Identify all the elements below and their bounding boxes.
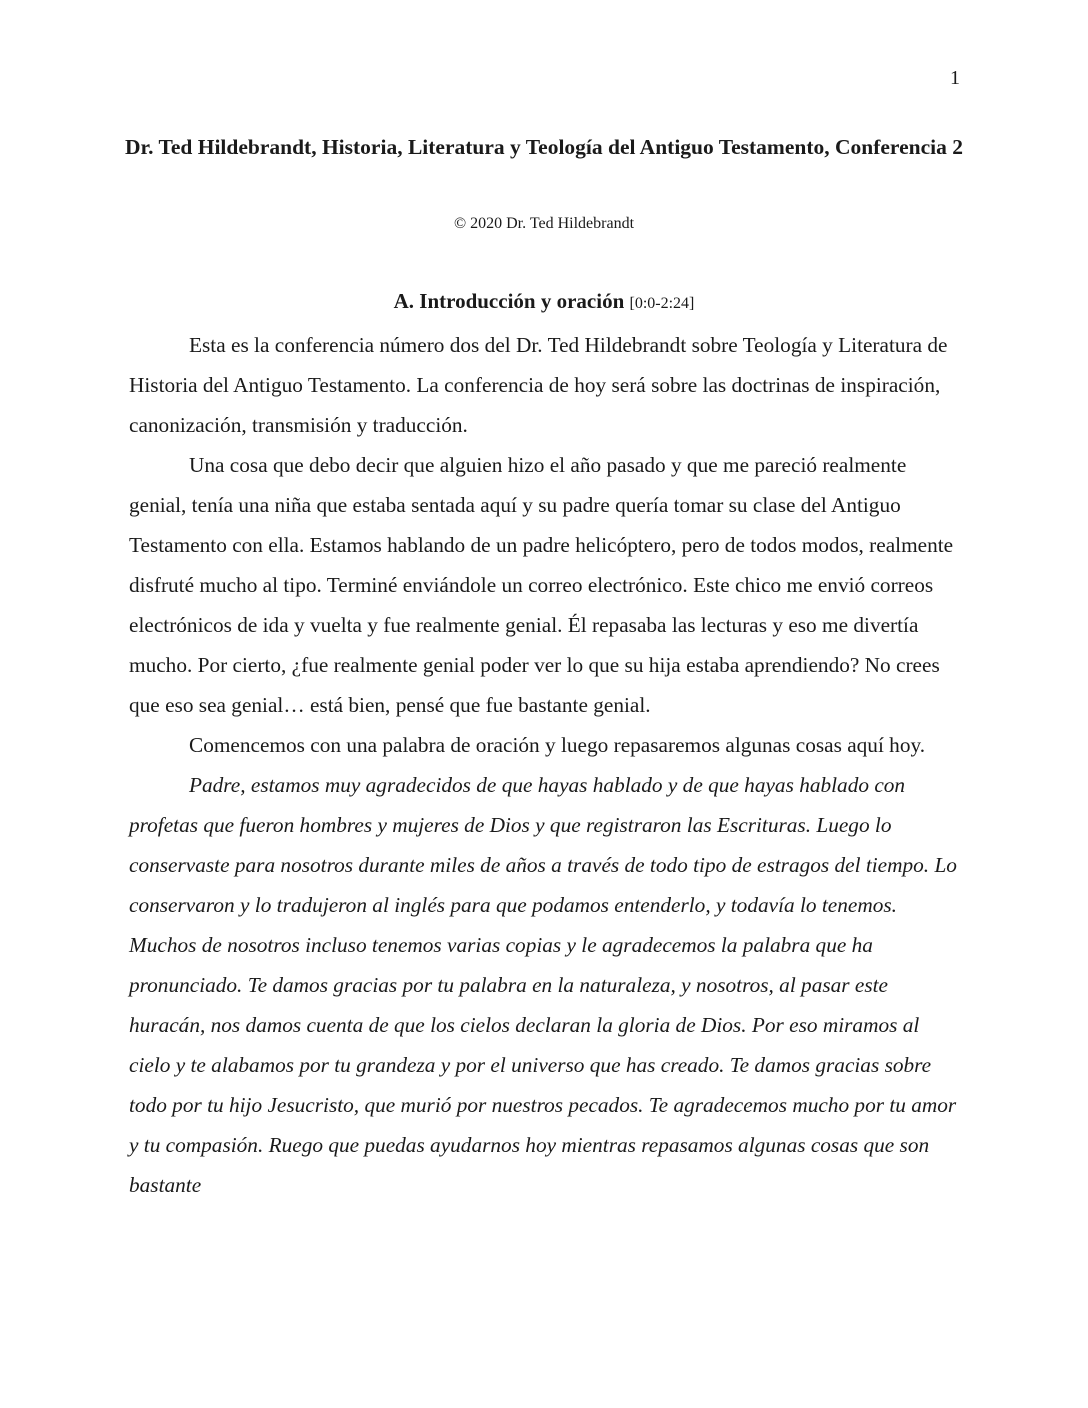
section-timestamp: [0:0-2:24] <box>629 295 695 312</box>
paragraph-intro: Esta es la conferencia número dos del Dr. Ted Hildebrandt sobre Teología y Literatura de Historia del Antiguo Testamento. La conferencia de hoy será sobre las doctrinas de inspiración, canonización, transmisión y traducción. <box>129 333 948 437</box>
paragraph-anecdote: Una cosa que debo decir que alguien hizo el año pasado y que me pareció realmente genial, tenía una niña que estaba sentada aquí y su padre quería tomar su clase del Antiguo Testamento con ella. Estamos hablando de un padre helicóptero, pero de todos modos, realmente disfruté mucho al tipo. Terminé enviándole un correo electrónico. Este chico me envió correos electrónicos de ida y vuelta y fue realmente genial. Él repasaba las lecturas y eso me divertía mucho. Por cierto, ¿fue realmente genial poder ver lo que su hija estaba aprendiendo? No crees que eso sea genial… está bien, pensé que fue bastante genial. <box>129 453 954 717</box>
page-number: 1 <box>950 67 960 89</box>
copyright-notice: © 2020 Dr. Ted Hildebrandt <box>453 215 635 232</box>
body-text <box>129 325 959 1205</box>
document-title: Dr. Ted Hildebrandt, Historia, Literatura y Teología del Antiguo Testamento, Conferencia 2 <box>125 135 963 159</box>
paragraph-prayer-intro: Comencemos con una palabra de oración y luego repasaremos algunas cosas aquí hoy. <box>189 733 926 757</box>
section-heading <box>100 288 988 317</box>
paragraph-prayer: Padre, estamos muy agradecidos de que hayas hablado y de que hayas hablado con profetas que fueron hombres y mujeres de Dios y que registraron las Escrituras. Luego lo conservaste para nosotros durante miles de años a través de todo tipo de estragos del tiempo. Lo conservaron y lo tradujeron al inglés para que podamos entenderlo, y todavía lo tenemos. Muchos de nosotros incluso tenemos varias copias y le agradecemos la palabra que ha pronunciado. Te damos gracias por tu palabra en la naturaleza, y nosotros, al pasar este huracán, nos damos cuenta de que los cielos declaran la gloria de Dios. Por eso miramos al cielo y te alabamos por tu grandeza y por el universo que has creado. Te damos gracias sobre todo por tu hijo Jesucristo, que murió por nuestros pecados. Te agradecemos mucho por tu amor y tu compasión. Ruego que puedas ayudarnos hoy mientras repasamos algunas cosas que son bastante <box>129 773 957 1197</box>
section-heading-text: A. Introducción y oración <box>393 289 625 313</box>
